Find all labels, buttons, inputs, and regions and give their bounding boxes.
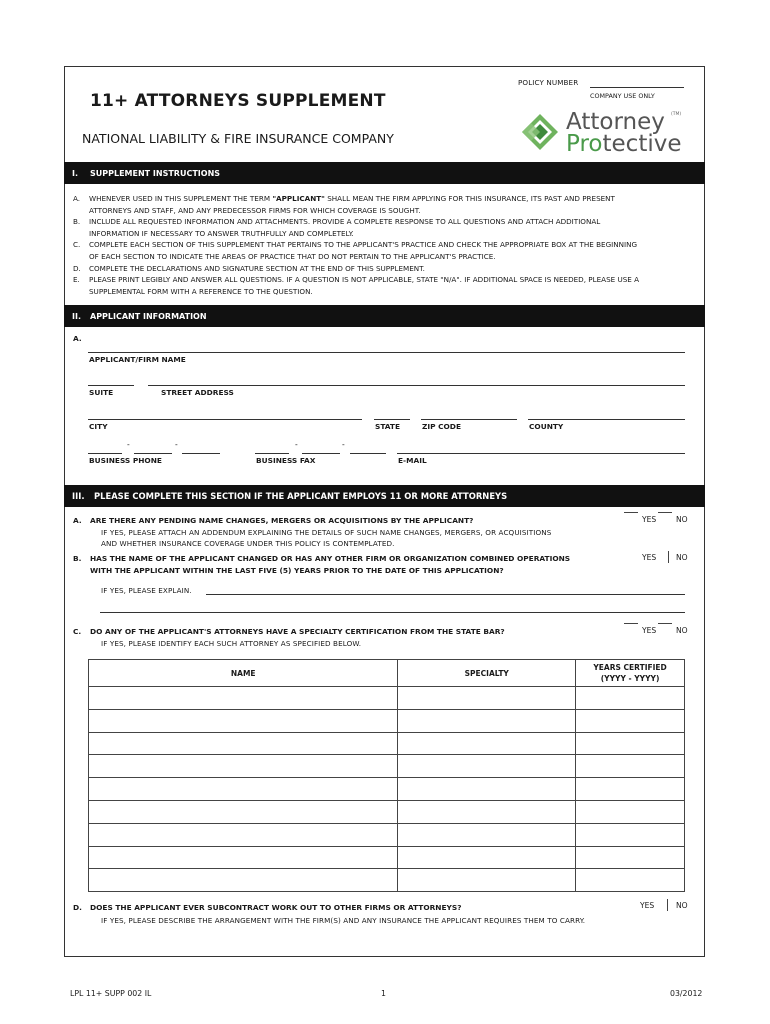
instructions-list — [73, 193, 698, 297]
instruction-letter — [73, 228, 89, 240]
attorney-name-cell[interactable] — [89, 846, 398, 869]
section-2-header — [64, 305, 705, 327]
question-c-text: DO ANY OF THE APPLICANT'S ATTORNEYS HAVE A SPECIALTY CERTIFICATION FROM THE STATE BAR? — [90, 627, 505, 636]
specialty-certification-table — [88, 659, 685, 892]
instruction-line — [73, 193, 698, 205]
applicant-term: "APPLICANT" — [272, 194, 325, 203]
instruction-letter: A. — [73, 194, 81, 203]
table-row — [89, 755, 685, 778]
instruction-letter: C. — [73, 240, 81, 250]
question-b-letter: B. — [73, 554, 82, 563]
years-certified-cell[interactable] — [576, 846, 685, 869]
fax-dash-1: - — [295, 440, 298, 449]
instruction-letter — [73, 286, 89, 298]
instruction-text: WHENEVER USED IN THIS SUPPLEMENT THE TERM "APPLICANT" SHALL MEAN THE FIRM APPLYING FOR THIS INSURANCE, ITS PAST AND PRESENT — [89, 194, 615, 203]
section-2-title: APPLICANT INFORMATION — [90, 311, 207, 321]
section-1-header — [64, 162, 705, 184]
instruction-line — [73, 228, 698, 240]
question-b-text-2: WITH THE APPLICANT WITHIN THE LAST FIVE (5) YEARS PRIOR TO THE DATE OF THIS APPLICATION? — [90, 566, 504, 575]
table-body — [89, 687, 685, 892]
question-b-yes-label: YES — [642, 553, 657, 562]
business-phone-label: BUSINESS PHONE — [89, 456, 162, 465]
table-row — [89, 869, 685, 892]
logo-trademark: (TM) — [671, 112, 682, 117]
county-label: COUNTY — [529, 422, 564, 431]
state-field[interactable] — [374, 419, 410, 420]
phone-dash-2: - — [175, 440, 178, 449]
table-row — [89, 823, 685, 846]
question-a-sub-1: IF YES, PLEASE ATTACH AN ADDENDUM EXPLAINING THE DETAILS OF SUCH NAME CHANGES, MERGERS, OR ACQUISITIONS — [101, 528, 552, 537]
section-3-header — [64, 485, 705, 507]
years-certified-cell[interactable] — [576, 755, 685, 778]
suite-label: SUITE — [89, 388, 114, 397]
attorney-name-cell[interactable] — [89, 755, 398, 778]
phone-prefix-field[interactable] — [134, 453, 172, 454]
specialty-cell[interactable] — [398, 755, 576, 778]
question-a-no-checkbox[interactable] — [658, 512, 672, 513]
attorney-name-cell[interactable] — [89, 687, 398, 710]
question-d-no-label: NO — [676, 901, 688, 910]
street-address-label: STREET ADDRESS — [161, 388, 234, 397]
street-address-field[interactable] — [148, 385, 685, 386]
attorney-name-cell[interactable] — [89, 709, 398, 732]
email-field[interactable] — [397, 453, 685, 454]
attorney-name-cell[interactable] — [89, 800, 398, 823]
question-c-letter: C. — [73, 627, 82, 636]
logo-word-protective — [566, 132, 681, 156]
question-b-explain-line-2[interactable] — [100, 612, 685, 613]
question-d-text: DOES THE APPLICANT EVER SUBCONTRACT WORK OUT TO OTHER FIRMS OR ATTORNEYS? — [90, 903, 462, 912]
fax-dash-2: - — [342, 440, 345, 449]
question-b-explain-line-1[interactable] — [206, 594, 685, 595]
years-certified-cell[interactable] — [576, 778, 685, 801]
instruction-line — [73, 216, 698, 228]
instruction-text: SUPPLEMENTAL FORM WITH A REFERENCE TO THE QUESTION. — [89, 286, 313, 296]
logo-diamond-icon — [520, 112, 560, 154]
instruction-letter — [73, 205, 89, 217]
zip-code-field[interactable] — [421, 419, 517, 420]
phone-dash-1: - — [127, 440, 130, 449]
instruction-line — [73, 286, 698, 298]
instruction-text: OF EACH SECTION TO INDICATE THE AREAS OF PRACTICE THAT DO NOT PERTAIN TO THE APPLICANT'S PRACTICE. — [89, 251, 496, 261]
phone-line-field[interactable] — [182, 453, 220, 454]
attorney-name-cell[interactable] — [89, 823, 398, 846]
table-row — [89, 800, 685, 823]
section-2-number: II. — [72, 311, 81, 321]
attorney-name-cell[interactable] — [89, 778, 398, 801]
company-use-only-label: COMPANY USE ONLY — [590, 92, 655, 100]
fax-prefix-field[interactable] — [302, 453, 340, 454]
column-header-name: NAME — [89, 660, 398, 687]
table-row — [89, 846, 685, 869]
years-certified-label: YEARS CERTIFIED — [593, 663, 667, 672]
logo-word-attorney: Attorney — [566, 109, 665, 135]
column-header-years-certified — [576, 660, 685, 687]
years-certified-cell[interactable] — [576, 869, 685, 892]
document-title: 11+ ATTORNEYS SUPPLEMENT — [90, 91, 386, 111]
form-id: LPL 11+ SUPP 002 IL — [70, 989, 152, 998]
suite-field[interactable] — [88, 385, 134, 386]
phone-area-code-field[interactable] — [88, 453, 122, 454]
years-certified-cell[interactable] — [576, 823, 685, 846]
instruction-text: COMPLETE THE DECLARATIONS AND SIGNATURE SECTION AT THE END OF THIS SUPPLEMENT. — [89, 263, 425, 273]
table-row — [89, 778, 685, 801]
table-row — [89, 732, 685, 755]
question-a-letter: A. — [73, 516, 82, 525]
email-label: E-MAIL — [398, 456, 427, 465]
firm-name-label: APPLICANT/FIRM NAME — [89, 355, 186, 364]
instruction-letter: E. — [73, 275, 80, 285]
question-a-yes-checkbox[interactable] — [624, 512, 638, 513]
instruction-line — [73, 263, 698, 275]
instruction-line — [73, 274, 698, 286]
years-certified-cell[interactable] — [576, 800, 685, 823]
question-a-text: ARE THERE ANY PENDING NAME CHANGES, MERGERS OR ACQUISITIONS BY THE APPLICANT? — [90, 516, 474, 525]
city-field[interactable] — [88, 419, 362, 420]
specialty-cell[interactable] — [398, 800, 576, 823]
question-a-no-label: NO — [676, 515, 688, 524]
question-c-yes-checkbox[interactable] — [624, 623, 638, 624]
section-3-number: III. — [72, 491, 85, 501]
instruction-line — [73, 205, 698, 217]
question-d-no-checkbox[interactable] — [667, 899, 668, 911]
specialty-cell[interactable] — [398, 778, 576, 801]
county-field[interactable] — [528, 419, 685, 420]
question-c-sub: IF YES, PLEASE IDENTIFY EACH SUCH ATTORNEY AS SPECIFIED BELOW. — [101, 639, 362, 648]
question-d-sub: IF YES, PLEASE DESCRIBE THE ARRANGEMENT WITH THE FIRM(S) AND ANY INSURANCE THE APPLICANT REQUIRES THEM TO CARRY. — [101, 916, 586, 925]
firm-name-field[interactable] — [88, 352, 685, 353]
years-certified-cell[interactable] — [576, 732, 685, 755]
question-b-explain-label: IF YES, PLEASE EXPLAIN. — [101, 586, 192, 595]
state-label: STATE — [375, 422, 401, 431]
fax-area-code-field[interactable] — [255, 453, 289, 454]
instruction-letter: B. — [73, 217, 81, 227]
section-2-item-a: A. — [73, 334, 82, 343]
instruction-text: COMPLETE EACH SECTION OF THIS SUPPLEMENT THAT PERTAINS TO THE APPLICANT'S PRACTICE AND CHECK THE APPROPRIATE BOX AT THE BEGINNING — [89, 240, 638, 250]
fax-line-field[interactable] — [350, 453, 386, 454]
instruction-text: INCLUDE ALL REQUESTED INFORMATION AND ATTACHMENTS. PROVIDE A COMPLETE RESPONSE TO ALL QUESTIONS AND ATTACH ADDITIONAL — [89, 217, 601, 227]
specialty-cell[interactable] — [398, 709, 576, 732]
column-header-specialty: SPECIALTY — [398, 660, 576, 687]
question-c-no-label: NO — [676, 626, 688, 635]
specialty-cell[interactable] — [398, 869, 576, 892]
instruction-letter: D. — [73, 263, 81, 273]
table-row — [89, 687, 685, 710]
company-name: NATIONAL LIABILITY & FIRE INSURANCE COMPANY — [82, 131, 394, 146]
form-date: 03/2012 — [670, 989, 703, 998]
instruction-line — [73, 251, 698, 263]
instruction-line — [73, 239, 698, 251]
years-certified-cell[interactable] — [576, 709, 685, 732]
question-c-no-checkbox[interactable] — [658, 623, 672, 624]
question-b-no-label: NO — [676, 553, 688, 562]
specialty-cell[interactable] — [398, 846, 576, 869]
section-1-number: I. — [72, 168, 79, 178]
years-certified-cell[interactable] — [576, 687, 685, 710]
table-row — [89, 709, 685, 732]
years-format-label: (YYYY - YYYY) — [600, 674, 660, 683]
question-c-yes-label: YES — [642, 626, 657, 635]
specialty-cell[interactable] — [398, 687, 576, 710]
specialty-cell[interactable] — [398, 732, 576, 755]
page-number: 1 — [381, 989, 386, 998]
policy-number-label: POLICY NUMBER — [518, 78, 579, 87]
policy-number-field[interactable] — [590, 87, 684, 88]
attorney-name-cell[interactable] — [89, 869, 398, 892]
question-d-yes-label: YES — [640, 901, 655, 910]
question-b-no-checkbox[interactable] — [668, 551, 669, 563]
table-header-row — [89, 660, 685, 687]
zip-code-label: ZIP CODE — [422, 422, 461, 431]
question-a-sub-2: AND WHETHER INSURANCE COVERAGE UNDER THIS POLICY IS CONTEMPLATED. — [101, 539, 395, 548]
section-3-title: PLEASE COMPLETE THIS SECTION IF THE APPLICANT EMPLOYS 11 OR MORE ATTORNEYS — [94, 491, 508, 501]
section-1-title: SUPPLEMENT INSTRUCTIONS — [90, 168, 221, 178]
business-fax-label: BUSINESS FAX — [256, 456, 316, 465]
instruction-text: ATTORNEYS AND STAFF, AND ANY PREDECESSOR FIRMS FOR WHICH COVERAGE IS SOUGHT. — [89, 205, 421, 215]
question-a-yes-label: YES — [642, 515, 657, 524]
attorney-protective-logo — [520, 109, 682, 157]
instruction-text: INFORMATION IF NECESSARY TO ANSWER TRUTHFULLY AND COMPLETELY. — [89, 228, 354, 238]
question-d-letter: D. — [73, 903, 82, 912]
instruction-letter — [73, 251, 89, 263]
logo-word-pro: Pro — [566, 131, 603, 157]
attorney-name-cell[interactable] — [89, 732, 398, 755]
logo-word-tective: tective — [602, 131, 682, 157]
specialty-cell[interactable] — [398, 823, 576, 846]
city-label: CITY — [89, 422, 108, 431]
instruction-text: PLEASE PRINT LEGIBLY AND ANSWER ALL QUESTIONS. IF A QUESTION IS NOT APPLICABLE, STATE "N/A". IF ADDITIONAL SPACE IS NEEDED, PLEASE USE A — [89, 275, 640, 285]
question-b-text-1: HAS THE NAME OF THE APPLICANT CHANGED OR HAS ANY OTHER FIRM OR ORGANIZATION COMBINED OPERATIONS — [90, 554, 571, 563]
